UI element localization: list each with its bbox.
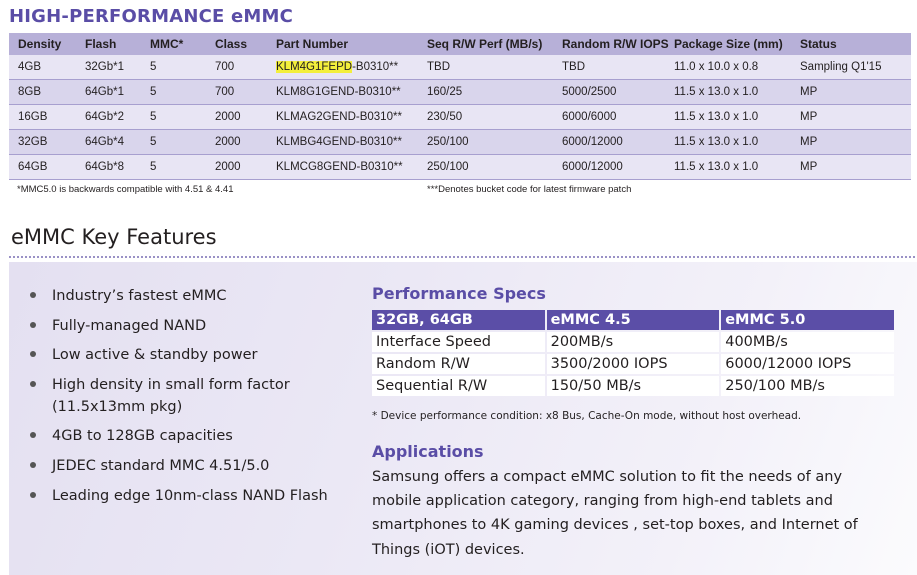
- performance-note: * Device performance condition: x8 Bus, Cache-On mode, without host overhead.: [372, 410, 802, 422]
- cell-flash: 32Gb*1: [85, 55, 150, 80]
- table-row: [9, 155, 911, 180]
- performance-specs-title: Performance Specs: [372, 284, 546, 303]
- cell-flash: 64Gb*4: [85, 130, 150, 155]
- cell-mmc: 5: [150, 155, 215, 180]
- list-item: Leading edge 10nm-class NAND Flash: [28, 485, 342, 507]
- spec-label: Random R/W: [372, 354, 545, 374]
- column-header-part-number: Part Number: [276, 33, 427, 55]
- list-item: Low active & standby power: [28, 344, 342, 366]
- cell-status: MP: [800, 80, 911, 105]
- spec-value: 3500/2000 IOPS: [547, 354, 720, 374]
- table-row: [9, 55, 911, 80]
- cell-flash: 64Gb*8: [85, 155, 150, 180]
- cell-part-number: KLMCG8GEND-B0310**: [276, 155, 427, 180]
- cell-seq-perf: 230/50: [427, 105, 562, 130]
- cell-density: 4GB: [9, 55, 85, 80]
- cell-status: MP: [800, 105, 911, 130]
- cell-density: 64GB: [9, 155, 85, 180]
- table-row: [9, 105, 911, 130]
- applications-title: Applications: [372, 442, 484, 461]
- bullet-icon: [30, 492, 36, 498]
- list-item: High density in small form factor (11.5x13mm pkg): [28, 374, 342, 418]
- cell-class: 2000: [215, 130, 276, 155]
- cell-mmc: 5: [150, 105, 215, 130]
- cell-class: 700: [215, 55, 276, 80]
- table-row: [372, 376, 894, 396]
- spec-value: 250/100 MB/s: [721, 376, 894, 396]
- spec-value: 6000/12000 IOPS: [721, 354, 894, 374]
- column-header-class: Class: [215, 33, 276, 55]
- cell-mmc: 5: [150, 130, 215, 155]
- cell-random-iops: 6000/12000: [562, 130, 674, 155]
- cell-package-size: 11.5 x 13.0 x 1.0: [674, 130, 800, 155]
- cell-status: MP: [800, 155, 911, 180]
- bullet-icon: [30, 381, 36, 387]
- performance-table: [370, 308, 896, 398]
- cell-random-iops: 6000/6000: [562, 105, 674, 130]
- cell-package-size: 11.5 x 13.0 x 1.0: [674, 80, 800, 105]
- spec-value: 400MB/s: [721, 332, 894, 352]
- column-header-flash: Flash: [85, 33, 150, 55]
- table-row: [372, 354, 894, 374]
- cell-density: 16GB: [9, 105, 85, 130]
- bullet-icon: [30, 322, 36, 328]
- list-item: 4GB to 128GB capacities: [28, 425, 342, 447]
- bullet-icon: [30, 462, 36, 468]
- applications-paragraph: Samsung offers a compact eMMC solution to fit the needs of any mobile application category, ranging from high-end tablets and smartphones to 4K gaming devices , set-top boxes, and Internet of Things (iOT) devices.: [372, 469, 858, 558]
- cell-class: 700: [215, 80, 276, 105]
- cell-mmc: 5: [150, 55, 215, 80]
- column-header-density: Density: [9, 33, 85, 55]
- cell-random-iops: 6000/12000: [562, 155, 674, 180]
- footnote-bucket-code: ***Denotes bucket code for latest firmware patch: [427, 184, 632, 195]
- bullet-icon: [30, 351, 36, 357]
- column-header-emmc45: eMMC 4.5: [547, 310, 720, 330]
- cell-density: 32GB: [9, 130, 85, 155]
- footnote-mmc-compat: *MMC5.0 is backwards compatible with 4.51 & 4.41: [17, 184, 234, 195]
- cell-status: Sampling Q1'15: [800, 55, 911, 80]
- part-number-highlight: KLM4G1FEPD: [276, 61, 353, 73]
- list-item: JEDEC standard MMC 4.51/5.0: [28, 455, 342, 477]
- cell-seq-perf: 250/100: [427, 155, 562, 180]
- dotted-divider: [9, 256, 915, 258]
- spec-value: 200MB/s: [547, 332, 720, 352]
- cell-class: 2000: [215, 155, 276, 180]
- cell-part-number: [276, 55, 427, 80]
- spec-label: Sequential R/W: [372, 376, 545, 396]
- cell-package-size: 11.0 x 10.0 x 0.8: [674, 55, 800, 80]
- product-table-header-row: [9, 33, 911, 55]
- list-item: Industry’s fastest eMMC: [28, 285, 342, 307]
- cell-package-size: 11.5 x 13.0 x 1.0: [674, 105, 800, 130]
- cell-random-iops: TBD: [562, 55, 674, 80]
- cell-part-number: KLMBG4GEND-B0310**: [276, 130, 427, 155]
- column-header-random-iops: Random R/W IOPS: [562, 33, 674, 55]
- cell-seq-perf: 250/100: [427, 130, 562, 155]
- cell-seq-perf: 160/25: [427, 80, 562, 105]
- cell-package-size: 11.5 x 13.0 x 1.0: [674, 155, 800, 180]
- cell-flash: 64Gb*2: [85, 105, 150, 130]
- column-header-capacity: 32GB, 64GB: [372, 310, 545, 330]
- table-row: [9, 80, 911, 105]
- column-header-seq-perf: Seq R/W Perf (MB/s): [427, 33, 562, 55]
- table-row: [9, 130, 911, 155]
- column-header-package-size: Package Size (mm): [674, 33, 800, 55]
- cell-status: MP: [800, 130, 911, 155]
- part-number-suffix: -B0310**: [352, 61, 399, 73]
- bullet-icon: [30, 292, 36, 298]
- column-header-status: Status: [800, 33, 911, 55]
- page-title: HIGH-PERFORMANCE eMMC: [9, 6, 293, 27]
- spec-label: Interface Speed: [372, 332, 545, 352]
- cell-part-number: KLM8G1GEND-B0310**: [276, 80, 427, 105]
- spec-value: 150/50 MB/s: [547, 376, 720, 396]
- cell-seq-perf: TBD: [427, 55, 562, 80]
- cell-flash: 64Gb*1: [85, 80, 150, 105]
- list-item: Fully-managed NAND: [28, 315, 342, 337]
- feature-list: [28, 285, 342, 514]
- cell-class: 2000: [215, 105, 276, 130]
- cell-random-iops: 5000/2500: [562, 80, 674, 105]
- performance-header-row: [372, 310, 894, 330]
- bullet-icon: [30, 432, 36, 438]
- cell-density: 8GB: [9, 80, 85, 105]
- cell-mmc: 5: [150, 80, 215, 105]
- key-features-title: eMMC Key Features: [11, 225, 217, 249]
- product-table: [9, 33, 911, 180]
- table-row: [372, 332, 894, 352]
- cell-part-number: KLMAG2GEND-B0310**: [276, 105, 427, 130]
- column-header-emmc50: eMMC 5.0: [721, 310, 894, 330]
- column-header-mmc: MMC*: [150, 33, 215, 55]
